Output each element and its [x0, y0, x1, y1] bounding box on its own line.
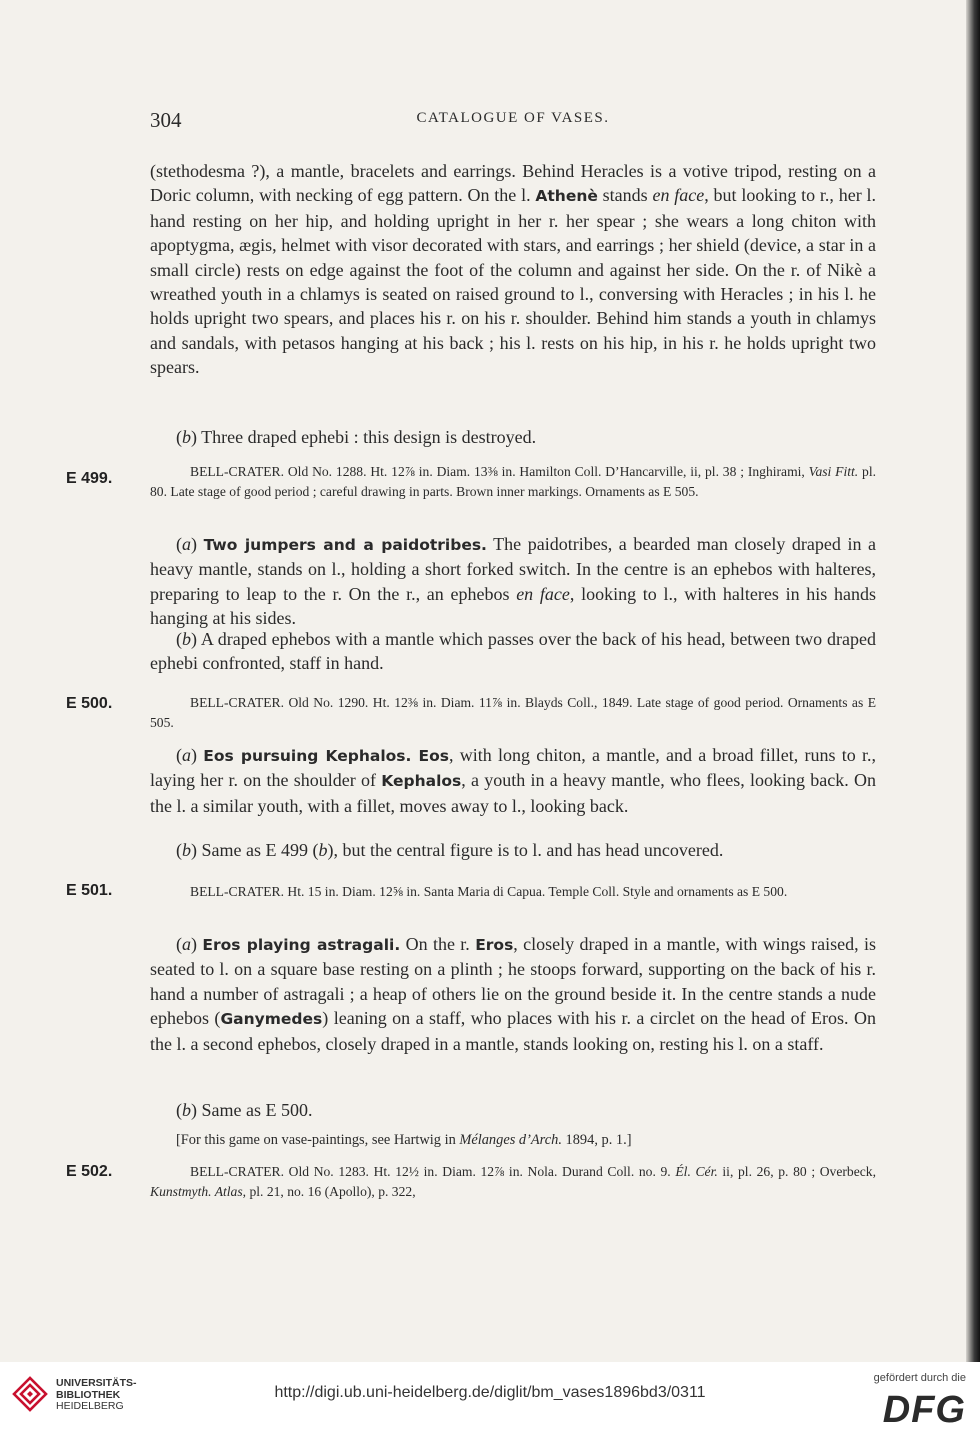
entry-side-b: (b) Same as E 499 (b), but the central figure is to l. and has head uncovered. — [176, 840, 724, 860]
entry-side-a: (a) Eros playing astragali. On the r. Eros, closely draped in a mantle, with wings raised, is seated to l. on a square base resting on a plinth ; he stoops forward, supporting on the back of his r. hand a number of astragali ; a heap of others lie on the ground beside it. In the centre stands a nude ephebos (Ganymedes) leaning on a staff, who places with his r. a circlet on the head of Eros. On the l. a second ephebos, closely draped in a mantle, stands looking on, resting his l. on a staff. — [150, 934, 877, 1054]
catalogue-number: E 501. — [66, 882, 113, 899]
intro-side-b: (b) Three draped ephebi : this design is destroyed. — [176, 427, 537, 447]
catalogue-number: E 502. — [66, 1163, 113, 1180]
running-title: CATALOGUE OF VASES. — [416, 110, 610, 126]
library-name-line: HEIDELBERG — [56, 1400, 124, 1412]
page-number: 304 — [150, 108, 182, 132]
entry-header: BELL-CRATER. Old No. 1288. Ht. 12⅞ in. Diam. 13⅜ in. Hamilton Coll. D’Hancarville, ii, pl. 38 ; Inghirami, Vasi Fitt. pl. 80. Late stage of good period ; careful drawing in parts. Brown inner markings. Ornaments as E 505. — [150, 464, 877, 499]
entry-side-a: (a) Eos pursuing Kephalos. Eos, with long chiton, a mantle, and a broad fillet, runs to r., laying her r. on the shoulder of Kephalos, a youth in a heavy mantle, who flees, looking back. On the l. a similar youth, with a fillet, moves away to l., looking back. — [150, 745, 876, 816]
running-head — [150, 108, 876, 138]
library-name-line: BIBLIOTHEK — [56, 1388, 121, 1401]
catalogue-number: E 500. — [66, 695, 113, 712]
entry-header: BELL-CRATER. Old No. 1290. Ht. 12⅜ in. Diam. 11⅞ in. Blayds Coll., 1849. Late stage of good period. Ornaments as E 505. — [150, 695, 876, 730]
entry-header: BELL-CRATER. Ht. 15 in. Diam. 12⅝ in. Santa Maria di Capua. Temple Coll. Style and ornaments as E 500. — [190, 884, 788, 899]
entry-header: BELL-CRATER. Old No. 1283. Ht. 12½ in. Diam. 12⅞ in. Nola. Durand Coll. no. 9. Él. Cér. ii, pl. 26, p. 80 ; Overbeck, Kunstmyth. Atlas, pl. 21, no. 16 (Apollo), p. 322, — [150, 1164, 876, 1199]
entry-side-a: (a) Two jumpers and a paidotribes. The paidotribes, a bearded man closely draped in a heavy mantle, stands on l., holding a short forked switch. In the centre is an ephebos with halteres, preparing to leap to the r. On the r., an ephebos en face, looking to l., with halteres in his hands hanging at his sides. — [150, 534, 877, 629]
catalogue-number: E 499. — [66, 470, 113, 487]
entry-side-b: (b) A draped ephebos with a mantle which passes over the back of his head, between two draped ephebi confronted, staff in hand. — [150, 629, 876, 674]
intro-paragraph: (stethodesma ?), a mantle, bracelets and earrings. Behind Heracles is a votive tripod, resting on a Doric column, with necking of egg pattern. On the l. Athenè stands en face, but looking to r., her l. hand resting on her hip, and holding upright in her r. her spear ; she wears a long chiton with apoptygma, ægis, helmet with visor decorated with stars, and earrings ; her shield (device, a star in a small circle) rests on edge against the foot of the column and against her side. On the r. of Nikè a wreathed youth in a chlamys is seated on raised ground to l., conversing with Heracles ; in his l. he holds upright two spears, and places his r. on his r. shoulder. Behind him stands a youth in chlamys and sandals, with petasos hanging at his back ; his l. rests on his hip, in his r. he holds upright two spears. — [150, 161, 876, 378]
page-gutter-shadow — [966, 0, 980, 1362]
digitization-footer — [0, 1362, 980, 1438]
entry-note: [For this game on vase-paintings, see Hartwig in Mélanges d’Arch. 1894, p. 1.] — [176, 1132, 632, 1148]
permalink-url[interactable]: http://digi.ub.uni-heidelberg.de/diglit/bm_vases1896bd3/0311 — [274, 1384, 706, 1401]
entry-side-b: (b) Same as E 500. — [176, 1100, 313, 1120]
library-name-line: UNIVERSITÄTS- — [56, 1377, 137, 1389]
funder-label: gefördert durch die — [873, 1372, 966, 1384]
dfg-logo: DFG — [882, 1389, 966, 1431]
